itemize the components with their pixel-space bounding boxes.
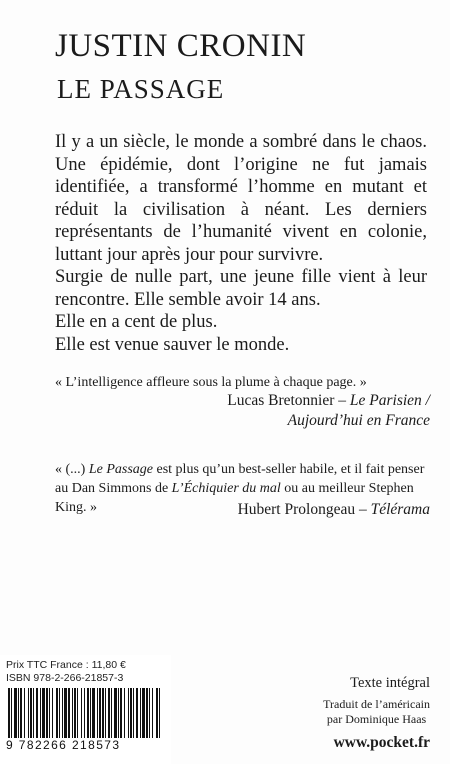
press-attribution-1 (227, 391, 430, 431)
blurb-paragraph: Elle en a cent de plus. (55, 312, 218, 332)
price-label: Prix TTC France : 11,80 € (6, 659, 126, 671)
barcode-digits: 9 782266 218573 (6, 738, 121, 752)
quote-source: Le Parisien / (349, 392, 430, 409)
press-quote-1: « L’intelligence affleure sous la plume à chaque page. » (55, 375, 367, 390)
quote-source: Télérama (370, 501, 430, 518)
quoted-book-title: Le Passage (88, 462, 153, 477)
blurb-paragraph: Il y a un siècle, le monde a sombré dans le chaos. Une épidémie, dont l’origine ne fut jamais identifiée, a transformé l’homme en mutant et réduit la civilisation à néant. Les derniers représentants de l’humanité vivent en colonie, luttant jour après jour pour survivre. (55, 132, 427, 265)
press-attribution-2 (238, 500, 430, 520)
blurb (55, 131, 427, 356)
blurb-paragraph: Surgie de nulle part, une jeune fille vient à leur rencontre. Elle semble avoir 14 ans. (55, 267, 427, 310)
book-title: LE PASSAGE (57, 74, 225, 104)
author-name: JUSTIN CRONIN (55, 28, 307, 64)
barcode-image (6, 688, 166, 738)
press-quote-2: « (...) Le Passage est plus qu’un best-seller habile, et il fait penser au Dan Simmons de L’Échiquier du mal ou au meilleur Stephen King. » (55, 462, 425, 515)
blurb-paragraph: Elle est venue sauver le monde. (55, 334, 290, 355)
quote-source: Aujourd’hui en France (287, 412, 430, 429)
quoted-book-title: L’Échiquier du mal (171, 481, 281, 496)
quote-author: Lucas Bretonnier – (227, 392, 350, 409)
isbn-label: ISBN 978-2-266-21857-3 (6, 672, 124, 684)
translator-credit: Traduit de l’américain par Dominique Haas (323, 697, 430, 726)
edition-note: Texte intégral (350, 675, 430, 691)
publisher-website: www.pocket.fr (333, 734, 430, 751)
quote-author: Hubert Prolongeau – (237, 501, 371, 518)
